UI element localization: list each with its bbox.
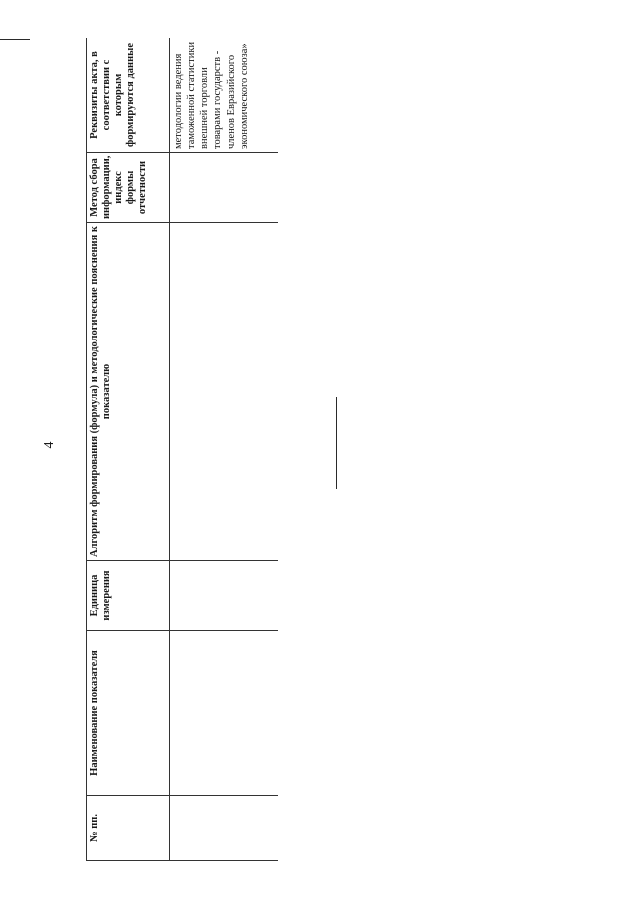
header-unit: Единица измерения (87, 561, 170, 631)
header-number: № пп. (87, 796, 170, 861)
header-requisites: Реквизиты акта, в соответствии с которым формируются данные (87, 38, 170, 153)
page-number: 4 (42, 441, 57, 449)
rotated-document (86, 38, 278, 861)
cell-algorithm (170, 223, 279, 561)
cell-requisites: методологии ведения таможенной статистики внешней торговли товарами государств - членов Евразийского экономического союза» (170, 38, 279, 153)
table-header-row (87, 38, 170, 861)
cell-indicator-name (170, 631, 279, 796)
header-algorithm: Алгоритм формирования (формула) и методологические пояснения к показателю (87, 223, 170, 561)
table-row (170, 38, 279, 861)
scan-line-center (336, 397, 337, 489)
header-method: Метод сбора информации, индекс формы отчетности (87, 153, 170, 223)
cell-method (170, 153, 279, 223)
cell-unit (170, 561, 279, 631)
cell-number (170, 796, 279, 861)
header-indicator-name: Наименование показателя (87, 631, 170, 796)
indicator-table (86, 38, 278, 861)
scan-line-top-left (0, 39, 30, 40)
